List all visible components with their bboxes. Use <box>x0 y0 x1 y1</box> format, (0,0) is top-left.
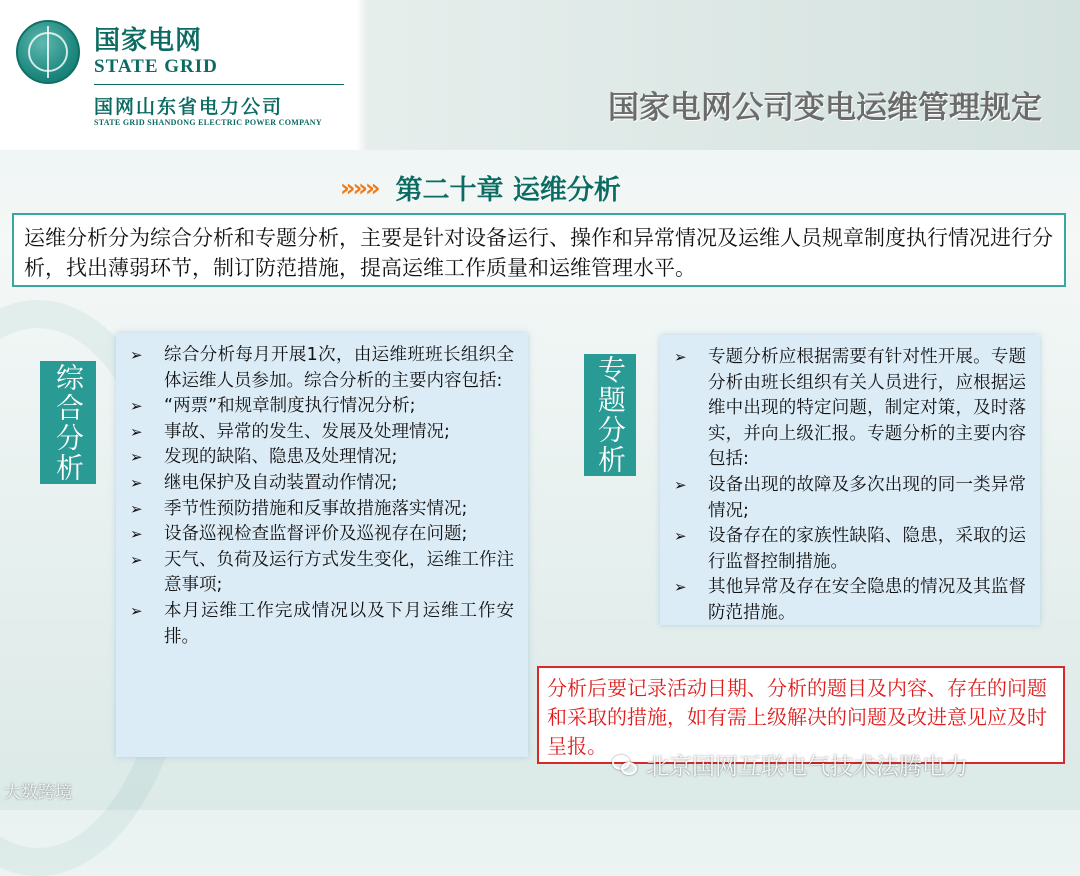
chevron-right-icon: »»» <box>340 173 378 202</box>
bullet-arrow-icon: ➢ <box>130 601 143 620</box>
list-item-text: 设备出现的故障及多次出现的同一类异常情况; <box>708 474 1026 521</box>
bullet-arrow-icon: ➢ <box>130 550 143 569</box>
reporting-note: 分析后要记录活动日期、分析的题目及内容、存在的问题和采取的措施，如有需上级解决的问题及改进意见应及时呈报。 <box>537 666 1065 764</box>
list-item-text: 综合分析每月开展1次，由运维班班长组织全体运维人员参加。综合分析的主要内容包括: <box>164 345 514 391</box>
list-item-text: 季节性预防措施和反事故措施落实情况; <box>164 498 468 519</box>
list-item <box>668 473 1026 524</box>
brand-name-cn: 国家电网 <box>94 26 203 56</box>
chapter-title: 第二十章 运维分析 <box>395 175 621 206</box>
list-item-text: “两票”和规章制度执行情况分析; <box>164 396 416 417</box>
list-item <box>668 345 1026 473</box>
list-item <box>124 343 514 394</box>
list-item-text: 继电保护及自动装置动作情况; <box>164 472 398 493</box>
watermark-right-text: 北京国网互联电气技术法腾电力 <box>646 754 968 780</box>
logo-block <box>12 14 352 129</box>
comprehensive-analysis-panel <box>116 333 528 757</box>
bullet-arrow-icon: ➢ <box>130 448 143 467</box>
special-analysis-panel <box>660 335 1040 625</box>
bullet-arrow-icon: ➢ <box>674 527 687 546</box>
comprehensive-analysis-label: 综合分析 <box>40 361 96 484</box>
special-list <box>668 345 1026 627</box>
slide-header <box>0 0 1080 150</box>
list-item <box>124 548 514 599</box>
list-item <box>124 599 514 650</box>
list-item-text: 事故、异常的发生、发展及处理情况; <box>164 421 450 442</box>
list-item-text: 本月运维工作完成情况以及下月运维工作安排。 <box>164 600 514 647</box>
bullet-arrow-icon: ➢ <box>130 525 143 544</box>
list-item-text: 设备巡视检查监督评价及巡视存在问题; <box>164 524 468 545</box>
list-item <box>124 522 514 548</box>
bullet-arrow-icon: ➢ <box>674 348 687 366</box>
bullet-arrow-icon: ➢ <box>674 475 687 494</box>
company-name-en: STATE GRID SHANDONG ELECTRIC POWER COMPANY <box>94 118 322 127</box>
bullet-arrow-icon: ➢ <box>674 578 687 597</box>
list-item-text: 设备存在的家族性缺陷、隐患，采取的运行监督控制措施。 <box>708 526 1026 572</box>
list-item-text: 其他异常及存在安全隐患的情况及其监督防范措施。 <box>708 577 1026 623</box>
list-item <box>124 445 514 471</box>
list-item-text: 专题分析应根据需要有针对性开展。专题分析由班长组织有关人员进行，应根据运维中出现的特定问题，制定对策，及时落实，并向上级汇报。专题分析的主要内容包括: <box>708 347 1026 470</box>
state-grid-logo-icon <box>16 20 80 84</box>
comprehensive-list <box>124 343 514 650</box>
watermark-left: 大数跨境 <box>4 783 72 803</box>
bullet-arrow-icon: ➢ <box>130 422 143 441</box>
company-name-cn: 国网山东省电力公司 <box>94 96 284 118</box>
bullet-arrow-icon: ➢ <box>130 473 143 492</box>
bullet-arrow-icon: ➢ <box>130 397 143 416</box>
watermark-right <box>612 748 968 781</box>
brand-divider <box>94 84 344 85</box>
brand-name-en: STATE GRID <box>94 56 218 77</box>
wechat-icon <box>612 755 636 775</box>
list-item <box>124 497 514 523</box>
slide-title: 国家电网公司变电运维管理规定 <box>608 90 1042 126</box>
list-item <box>124 471 514 497</box>
list-item <box>124 394 514 420</box>
list-item <box>668 524 1026 575</box>
chapter-heading <box>340 168 621 207</box>
special-analysis-label: 专题分析 <box>584 354 636 476</box>
list-item <box>668 575 1026 626</box>
list-item <box>124 420 514 446</box>
list-item-text: 天气、负荷及运行方式发生变化，运维工作注意事项; <box>164 549 514 596</box>
intro-box: 运维分析分为综合分析和专题分析，主要是针对设备运行、操作和异常情况及运维人员规章制度执行情况进行分析，找出薄弱环节，制订防范措施，提高运维工作质量和运维管理水平。 <box>12 213 1066 287</box>
list-item-text: 发现的缺陷、隐患及处理情况; <box>164 447 398 468</box>
bullet-arrow-icon: ➢ <box>130 346 143 364</box>
bullet-arrow-icon: ➢ <box>130 499 143 518</box>
